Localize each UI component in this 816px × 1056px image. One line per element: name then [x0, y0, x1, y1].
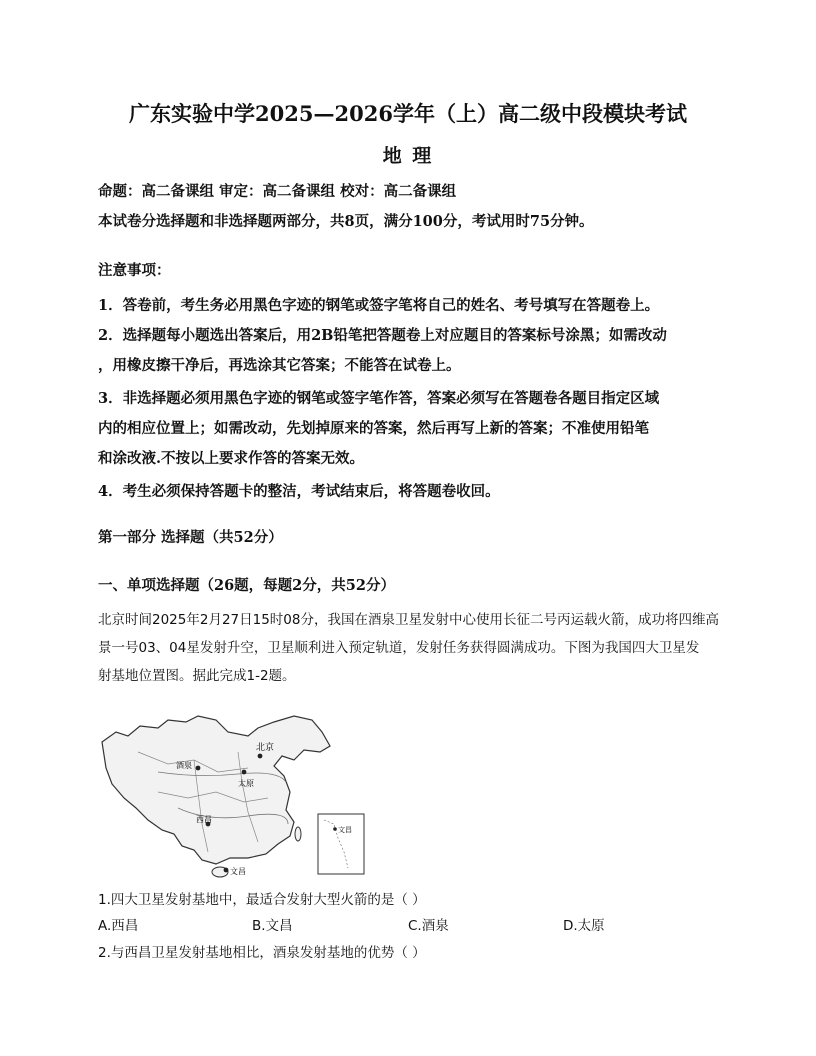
- passage-line: 景一号03、04星发射升空，卫星顺利进入预定轨道，发射任务获得圆满成功。下图为我国四大卫星发: [98, 640, 700, 656]
- q1-option-c: C.酒泉: [408, 918, 449, 934]
- part-heading: 第一部分 选择题（共52分）: [98, 529, 283, 546]
- china-launch-sites-map: [98, 712, 388, 882]
- jiuquan-marker: [196, 766, 201, 771]
- exam-title: 广东实验中学2025—2026学年（上）高二级中段模块考试: [129, 101, 687, 126]
- note-line: 4．考生必须保持答题卡的整洁，考试结束后，将答题卷收回。: [98, 483, 500, 500]
- note-line: ，用橡皮擦干净后，再选涂其它答案；不能答在试卷上。: [98, 357, 461, 374]
- q1-option-a: A.西昌: [98, 918, 139, 934]
- china-outline: [102, 716, 330, 864]
- south-china-sea-inset: [318, 814, 364, 874]
- label-jiuquan: 酒泉: [176, 761, 192, 770]
- label-wenchang: 文昌: [230, 867, 246, 876]
- notes-heading: 注意事项：: [98, 262, 171, 279]
- question-1-stem: 1.四大卫星发射基地中，最适合发射大型火箭的是（ ）: [98, 892, 426, 908]
- exam-description: 本试卷分选择题和非选择题两部分，共8页，满分100分，考试用时75分钟。: [98, 213, 594, 230]
- note-line: 2．选择题每小题选出答案后，用2B铅笔把答题卷上对应题目的答案标号涂黑；如需改动: [98, 327, 667, 344]
- label-beijing: 北京: [256, 743, 275, 753]
- wenchang-marker: [224, 868, 229, 873]
- taiwan-island: [295, 827, 301, 841]
- label-xichang: 西昌: [196, 815, 212, 824]
- note-line: 内的相应位置上；如需改动，先划掉原来的答案，然后再写上新的答案；不准使用铅笔: [98, 420, 649, 437]
- passage-line: 北京时间2025年2月27日15时08分，我国在酒泉卫星发射中心使用长征二号丙运载火箭，成功将四维高: [98, 612, 719, 628]
- subject-title: 地 理: [382, 145, 434, 167]
- authors-line: 命题：高二备课组 审定：高二备课组 校对：高二备课组: [98, 183, 457, 200]
- note-line: 1．答卷前，考生务必用黑色字迹的钢笔或签字笔将自己的姓名、考号填写在答题卷上。: [98, 297, 660, 314]
- q1-option-b: B.文昌: [252, 918, 293, 934]
- note-line: 和涂改液.不按以上要求作答的答案无效。: [98, 450, 365, 467]
- q1-option-d: D.太原: [563, 918, 605, 934]
- question-2-stem: 2.与西昌卫星发射基地相比，酒泉发射基地的优势（ ）: [98, 945, 426, 961]
- section-heading: 一、单项选择题（26题，每题2分，共52分）: [98, 577, 395, 594]
- taiyuan-marker: [242, 770, 247, 775]
- note-line: 3．非选择题必须用黑色字迹的钢笔或签字笔作答，答案必须写在答题卷各题目指定区域: [98, 390, 660, 407]
- label-taiyuan: 太原: [238, 779, 254, 788]
- passage-line: 射基地位置图。据此完成1-2题。: [98, 668, 296, 684]
- label-inset-wenchang: 文昌: [338, 826, 352, 834]
- beijing-marker: [258, 754, 263, 759]
